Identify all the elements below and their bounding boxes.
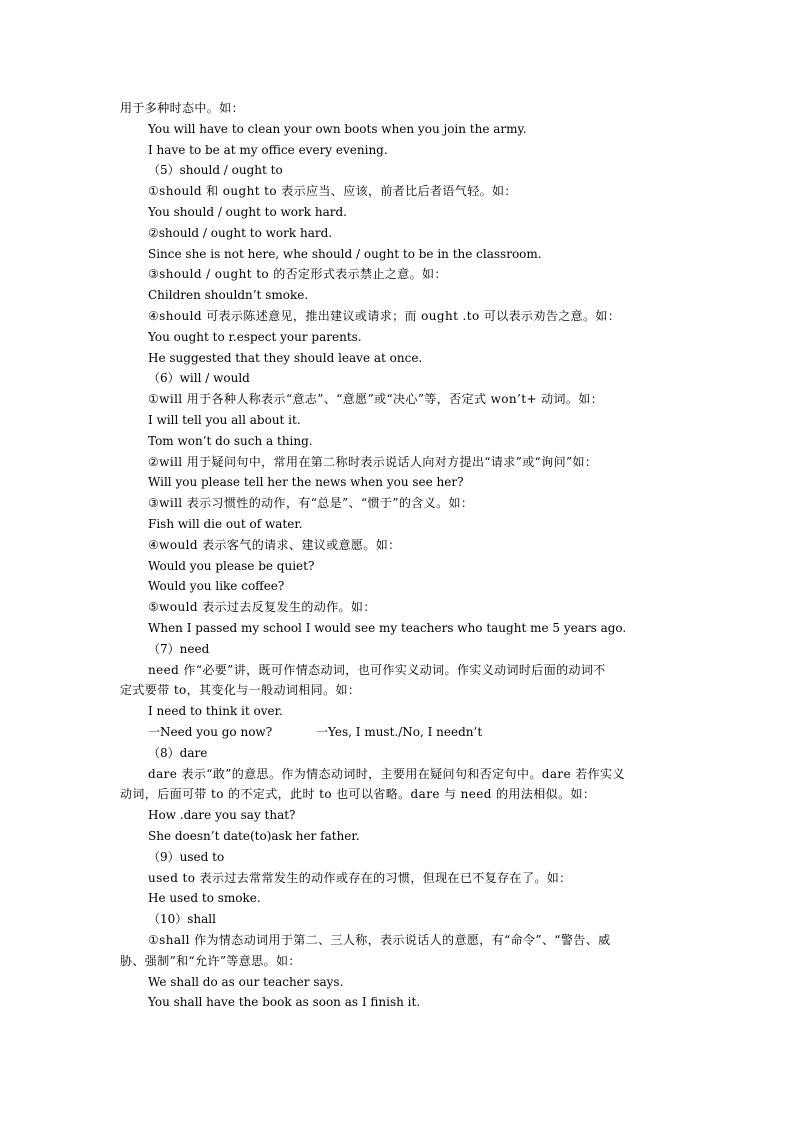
rule-item: ④would 表示客气的请求、建议或意愿。如： bbox=[148, 538, 401, 552]
rule-item: ③should / ought to 的否定形式表示禁止之意。如： bbox=[148, 267, 447, 281]
paragraph-line: dare 表示“敢”的意思。作为情态动词时，主要用在疑问句和否定句中。dare 若作实义 bbox=[148, 767, 625, 781]
rule-item: ②should / ought to work hard. bbox=[148, 226, 333, 240]
rule-item: ⑤would 表示过去反复发生的动作。如： bbox=[148, 600, 376, 614]
example-sentence: We shall do as our teacher says. bbox=[148, 975, 344, 989]
paragraph-line: need 作“必要”讲，既可作情态动词，也可作实义动词。作实义动词时后面的动词不 bbox=[148, 663, 606, 677]
example-sentence: You should / ought to work hard. bbox=[148, 205, 347, 219]
example-sentence: I need to think it over. bbox=[148, 704, 283, 718]
example-sentence: When I passed my school I would see my teachers who taught me 5 years ago. bbox=[148, 621, 627, 635]
paragraph-line: 胁、强制”和“允许”等意思。如： bbox=[120, 954, 301, 968]
rule-item: used to 表示过去常常发生的动作或存在的习惯，但现在已不复存在了。如： bbox=[148, 871, 572, 885]
rule-item: ④should 可表示陈述意见，推出建议或请求；而 ought .to 可以表示劝告之意。如： bbox=[148, 309, 621, 323]
paragraph-line: 动词，后面可带 to 的不定式，此时 to 也可以省略。dare 与 need 的用法相似。如： bbox=[120, 787, 596, 801]
dialogue-answer: 一Yes, I must./No, I needn’t bbox=[316, 725, 483, 739]
example-sentence: Will you please tell her the news when you see her? bbox=[148, 475, 464, 489]
rule-item: ①will 用于各种人称表示“意志”、“意愿”或“决心”等，否定式 won’t+ 动词。如： bbox=[148, 392, 604, 406]
example-sentence: He suggested that they should leave at once. bbox=[148, 351, 423, 365]
example-sentence: Tom won’t do such a thing. bbox=[148, 434, 313, 448]
example-sentence: Would you please be quiet? bbox=[148, 559, 315, 573]
example-sentence: She doesn’t date(to)ask her father. bbox=[148, 829, 360, 843]
section-heading: （8）dare bbox=[148, 746, 208, 760]
example-sentence: You ought to r.espect your parents. bbox=[148, 330, 362, 344]
section-heading: （6）will / would bbox=[148, 371, 250, 385]
dialogue-question: 一Need you go now? bbox=[148, 725, 273, 739]
example-sentence: You shall have the book as soon as I finish it. bbox=[148, 995, 421, 1009]
example-sentence: I have to be at my office every evening. bbox=[148, 143, 388, 157]
section-heading: （5）should / ought to bbox=[148, 163, 283, 177]
section-heading: （9）used to bbox=[148, 850, 225, 864]
paragraph-line: ①shall 作为情态动词用于第二、三人称，表示说话人的意愿，有“命令”、“警告、威 bbox=[148, 933, 611, 947]
example-sentence: Children shouldn’t smoke. bbox=[148, 288, 309, 302]
section-heading: （7）need bbox=[148, 642, 210, 656]
paragraph-line: 定式要带 to，其变化与一般动词相同。如： bbox=[120, 683, 361, 697]
example-sentence: He used to smoke. bbox=[148, 891, 261, 905]
example-sentence: I will tell you all about it. bbox=[148, 413, 301, 427]
section-heading: （10）shall bbox=[148, 912, 216, 926]
example-sentence: Fish will die out of water. bbox=[148, 517, 303, 531]
example-sentence: How .dare you say that? bbox=[148, 808, 296, 822]
text-line: 用于多种时态中。如： bbox=[120, 101, 245, 115]
example-sentence: You will have to clean your own boots when you join the army. bbox=[148, 122, 527, 136]
example-sentence: Would you like coffee? bbox=[148, 579, 285, 593]
rule-item: ②will 用于疑问句中，常用在第二称时表示说话人向对方提出“请求”或“询问”如： bbox=[148, 455, 598, 469]
rule-item: ③will 表示习惯性的动作，有“总是”、“惯于”的含义。如： bbox=[148, 496, 474, 510]
example-sentence: Since she is not here, whe should / ought to be in the classroom. bbox=[148, 247, 542, 261]
rule-item: ①should 和 ought to 表示应当、应该，前者比后者语气轻。如： bbox=[148, 184, 517, 198]
